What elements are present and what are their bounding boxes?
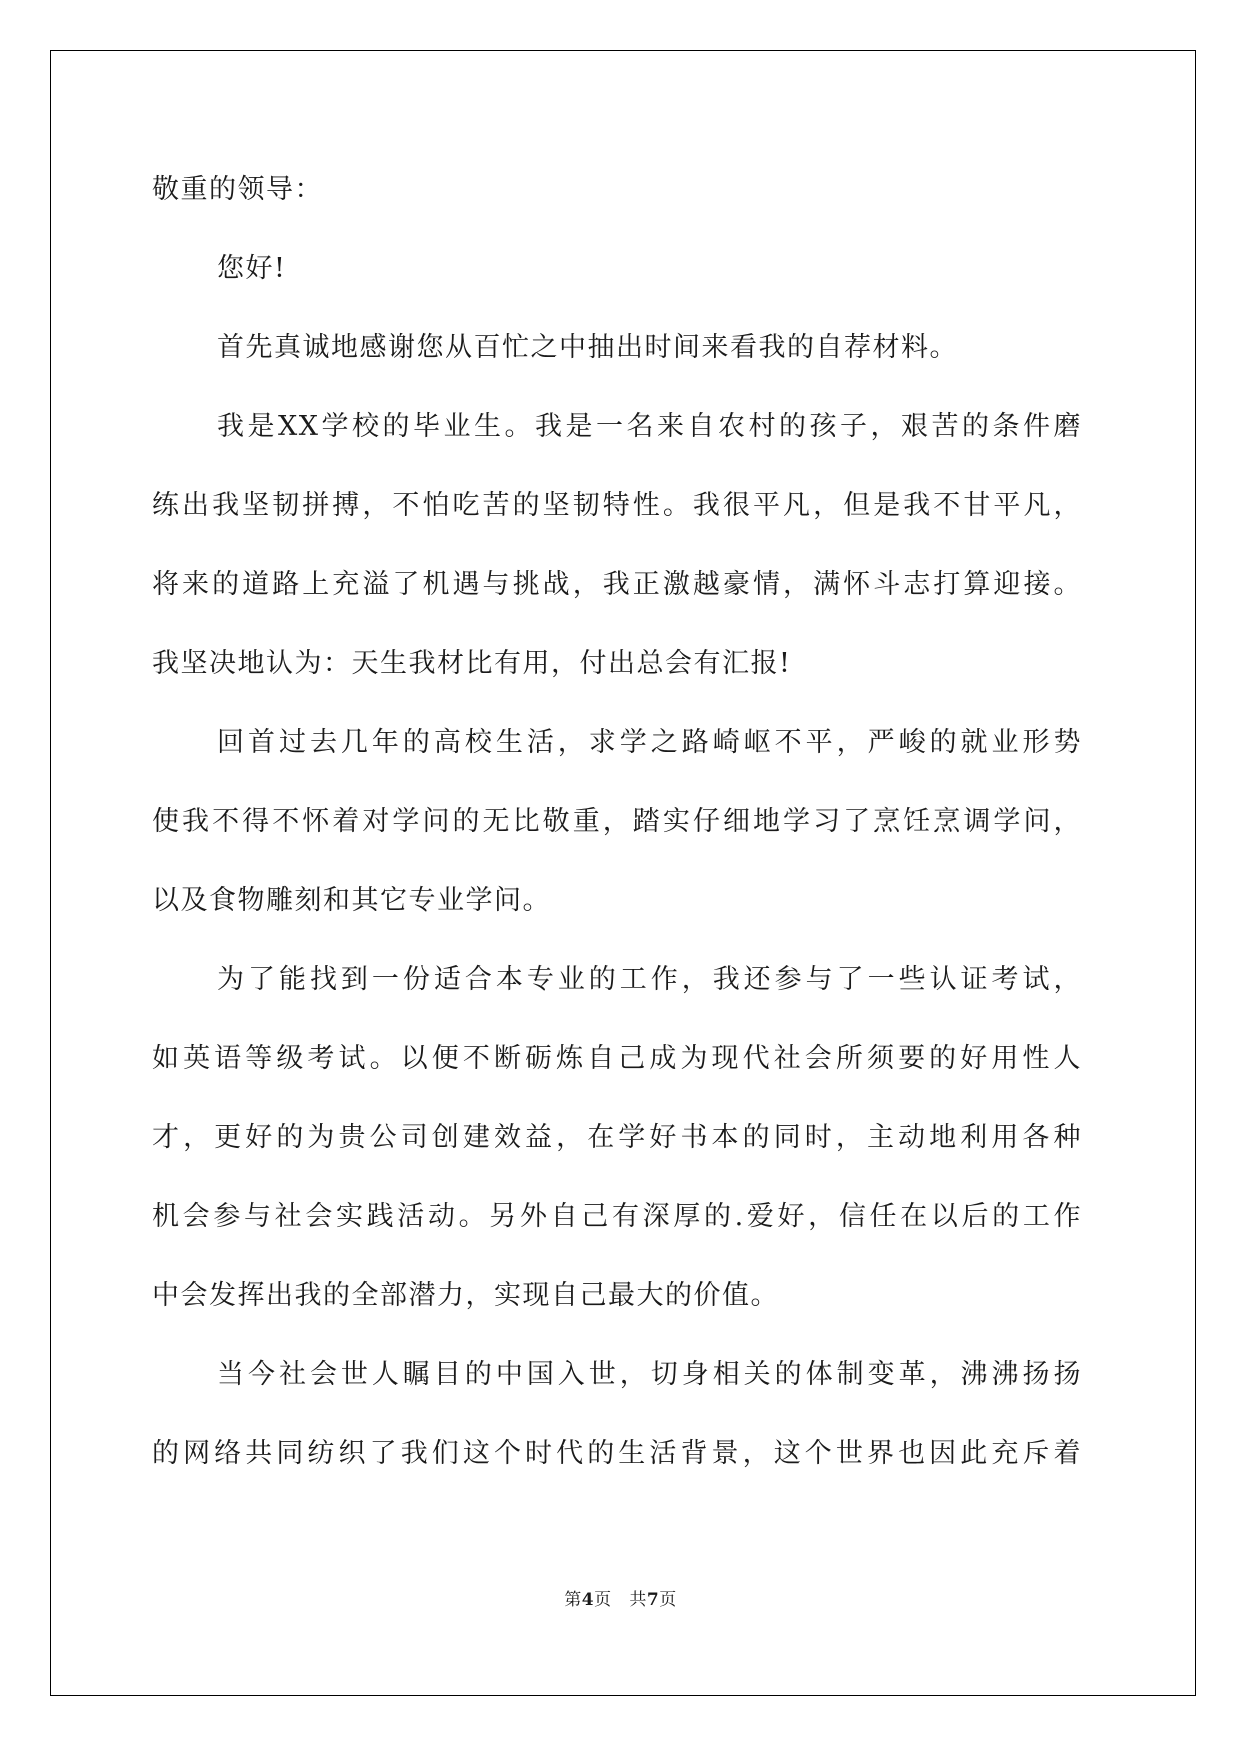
text-line: 我坚决地认为：天生我材比有用，付出总会有汇报! — [152, 648, 792, 679]
text-line: 机会参与社会实践活动。另外自己有深厚的.爱好，信任在以后的工作 — [152, 1201, 1082, 1232]
page-current: 4 — [581, 1590, 595, 1610]
text-line: 当今社会世人瞩目的中国入世，切身相关的体制变革，沸沸扬扬 — [217, 1359, 1082, 1390]
text-line: 回首过去几年的高校生活，求学之路崎岖不平，严峻的就业形势 — [217, 727, 1082, 758]
text-line: 以及食物雕刻和其它专业学问。 — [152, 885, 551, 916]
total-suffix: 页 — [659, 1590, 677, 1610]
text-line: 敬重的领导： — [152, 174, 323, 205]
text-line: 首先真诚地感谢您从百忙之中抽出时间来看我的自荐材料。 — [217, 332, 958, 363]
total-prefix: 共 — [629, 1590, 647, 1610]
page-suffix: 页 — [594, 1590, 612, 1610]
text-line: 为了能找到一份适合本专业的工作，我还参与了一些认证考试， — [217, 964, 1082, 995]
text-line: 中会发挥出我的全部潜力，实现自己最大的价值。 — [152, 1280, 779, 1311]
text-line: 才，更好的为贵公司创建效益，在学好书本的同时，主动地利用各种 — [152, 1122, 1082, 1153]
text-line: 的网络共同纺织了我们这个时代的生活背景，这个世界也因此充斥着 — [152, 1438, 1082, 1469]
text-line: 如英语等级考试。以便不断砺炼自己成为现代社会所须要的好用性人 — [152, 1043, 1082, 1074]
text-line: 使我不得不怀着对学问的无比敬重，踏实仔细地学习了烹饪烹调学问， — [152, 806, 1082, 837]
text-line: 我是XX学校的毕业生。我是一名来自农村的孩子，艰苦的条件磨 — [217, 411, 1082, 442]
text-line: 您好! — [217, 253, 287, 284]
letter-body — [152, 166, 1082, 1509]
page-total: 7 — [646, 1590, 660, 1610]
page-footer — [0, 1585, 1241, 1610]
text-line: 练出我坚韧拼搏，不怕吃苦的坚韧特性。我很平凡，但是我不甘平凡， — [152, 490, 1082, 521]
page-prefix: 第 — [564, 1590, 582, 1610]
text-line: 将来的道路上充溢了机遇与挑战，我正激越豪情，满怀斗志打算迎接。 — [152, 569, 1082, 600]
